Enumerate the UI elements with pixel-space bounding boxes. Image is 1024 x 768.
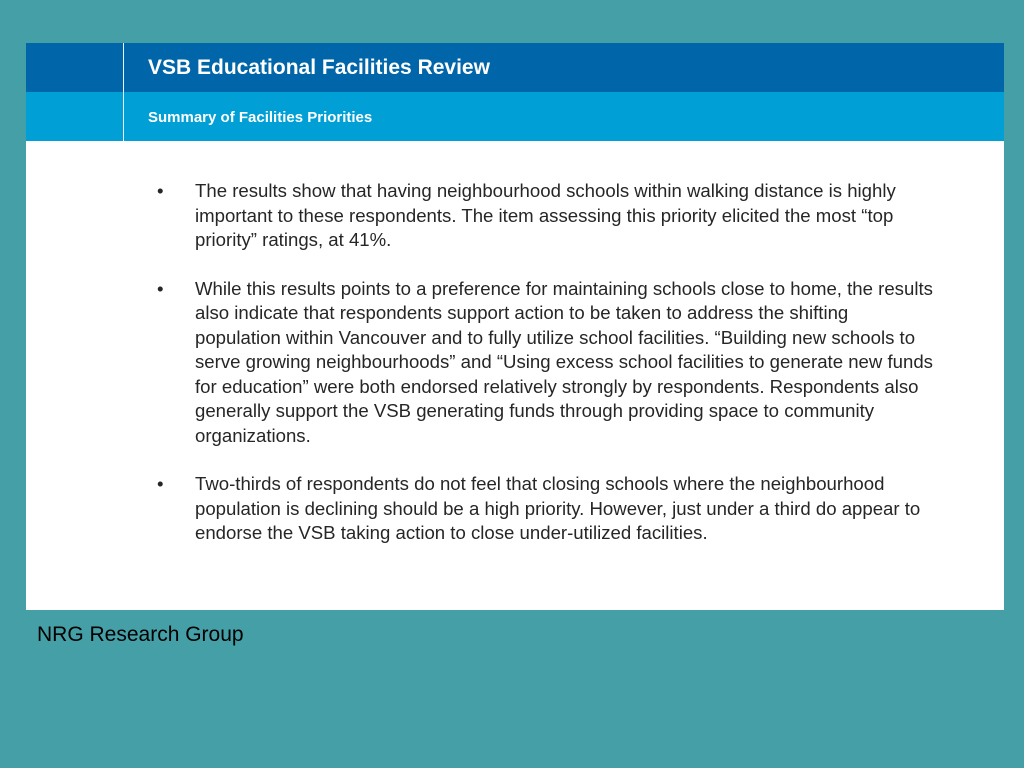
bullet-dot-icon: • (157, 473, 164, 494)
slide-panel (26, 43, 1004, 610)
bullet-item (154, 277, 934, 449)
bullet-dot-icon: • (157, 277, 164, 299)
bullet-item (154, 472, 934, 546)
bullet-item (154, 179, 934, 253)
slide-title: VSB Educational Facilities Review (148, 56, 490, 79)
bullet-text: Two-thirds of respondents do not feel that closing schools where the neighbourhood population is declining should be a high priority. However, just under a third do appear to endorse the VSB taking action to close under-utilized facilities. (195, 473, 921, 543)
bullet-text: While this results points to a preference for maintaining schools close to home, the results also indicate that respondents support action to be taken to address the shifting population within Vancouver and to fully utilize school facilities. “Building new schools to serve growing neighbourhoods” and “Using excess school facilities to generate new funds for education” were both endorsed relatively strongly by respondents. Respondents also generally support the VSB generating funds through providing space to community organizations. (195, 277, 933, 446)
bullet-dot-icon: • (157, 180, 164, 201)
footer-credit: NRG Research Group (37, 623, 244, 646)
title-bar (26, 43, 1004, 92)
header-divider (123, 43, 124, 141)
bullet-text: The results show that having neighbourhood schools within walking distance is highly important to these respondents. The item assessing this priority elicited the most “top priority” ratings, at 41%. (195, 180, 896, 250)
slide-subtitle: Summary of Facilities Priorities (148, 109, 373, 126)
bullet-list (154, 179, 934, 570)
